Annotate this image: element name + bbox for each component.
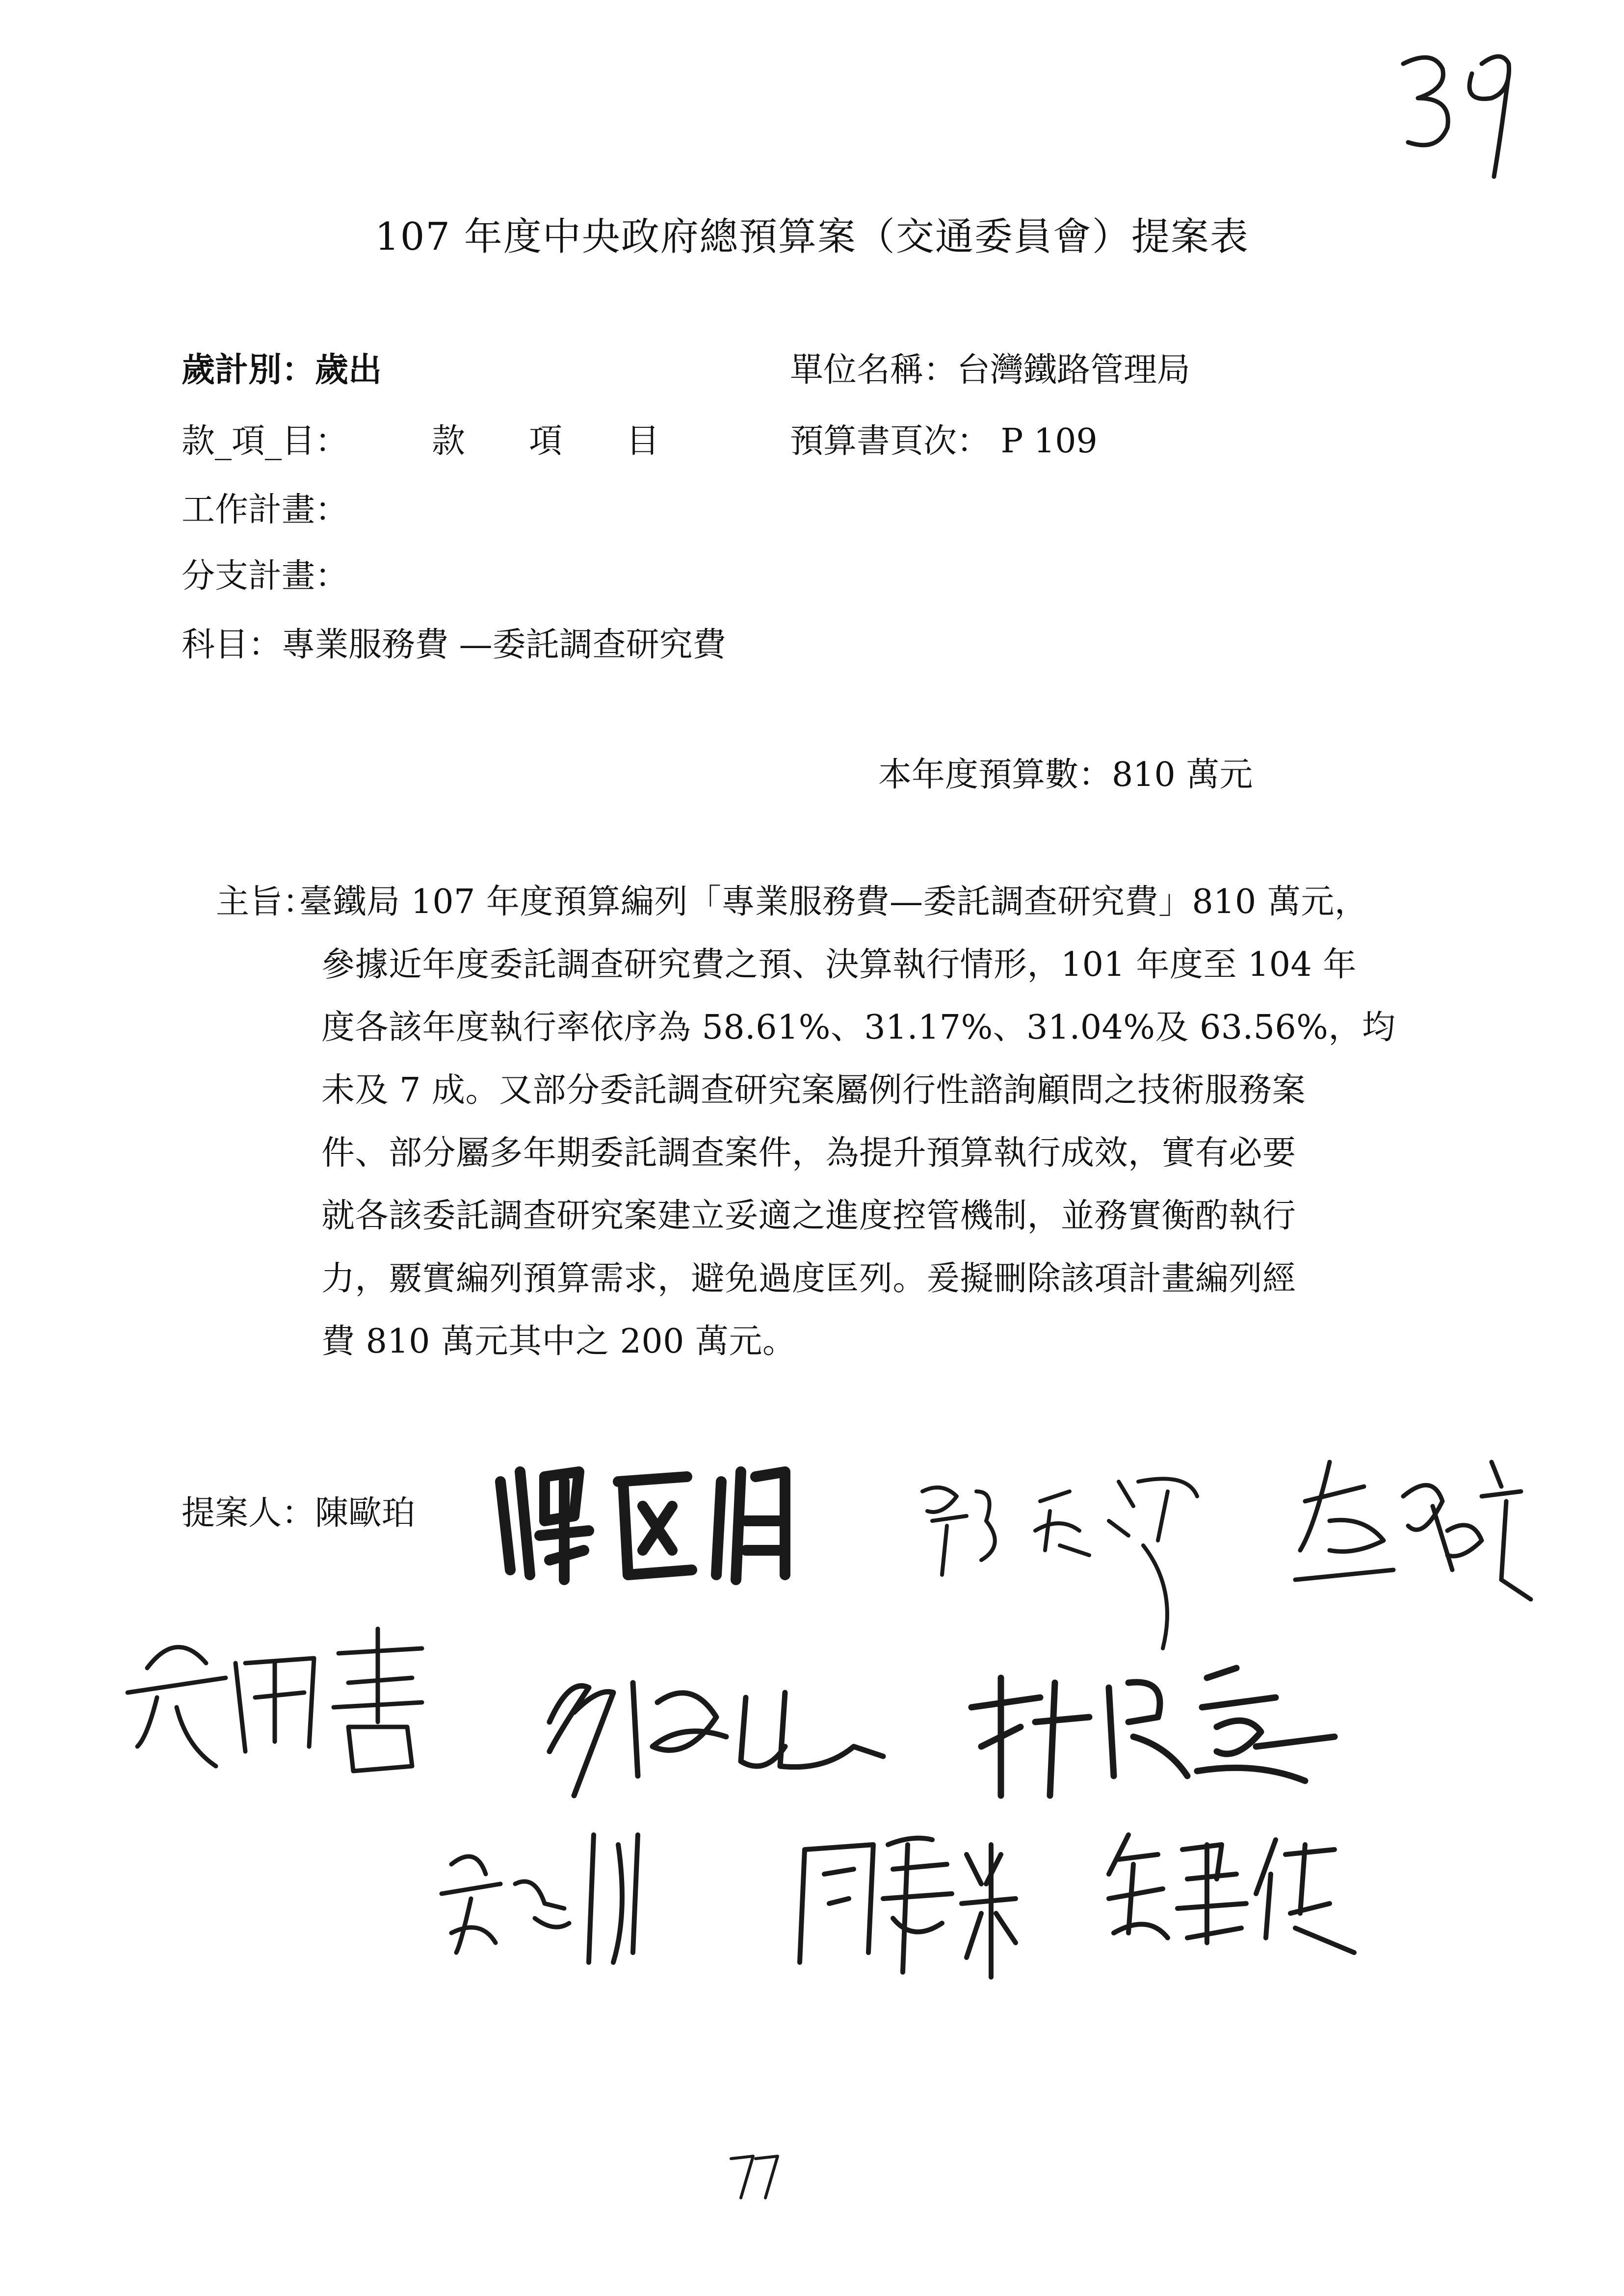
signature-8 — [785, 1815, 1021, 1982]
signature-1 — [491, 1452, 883, 1599]
item-values — [432, 415, 723, 462]
budget-book-page-label: 預算書頁次： P 109 — [790, 422, 1098, 461]
purpose-line: 就各該委託調查研究案建立妥適之進度控管機制，並務實衡酌執行 — [321, 1197, 1296, 1235]
purpose-line: 度各該年度執行率依序為 58.61%、31.17%、31.04%及 63.56%，均 — [321, 1008, 1396, 1047]
purpose-line: 臺鐵局 107 年度預算編列「專業服務費—委託調查研究費」810 萬元， — [299, 883, 1368, 921]
purpose-line: 參據近年度委託調查研究費之預、決算執行情形，101 年度至 104 年 — [321, 945, 1357, 984]
document-title: 107 年度中央政府總預算案（交通委員會）提案表 — [375, 215, 1249, 259]
signature-2 — [913, 1462, 1266, 1658]
unit-name-label: 單位名稱：台灣鐵路管理局 — [790, 351, 1191, 390]
sub-plan-label: 分支計畫： — [182, 557, 349, 596]
work-plan-label: 工作計畫： — [182, 491, 349, 529]
signature-3 — [1285, 1442, 1541, 1629]
footer-handwritten-number — [726, 2149, 785, 2203]
purpose-lead: 主旨： — [216, 883, 316, 921]
item-label: 款_項_目： — [182, 422, 349, 461]
signature-6 — [962, 1648, 1354, 1805]
item-value-kuan: 款 — [432, 422, 466, 461]
handwritten-page-number — [1388, 44, 1536, 191]
signature-5 — [530, 1648, 903, 1815]
purpose-body — [299, 871, 1521, 1373]
budget-type-label: 歲計別：歲出 — [182, 350, 382, 390]
purpose-line: 費 810 萬元其中之 200 萬元。 — [321, 1322, 796, 1361]
signature-7 — [432, 1815, 687, 1972]
purpose-line: 件、部分屬多年期委託調查案件，為提升預算執行成效，實有必要 — [321, 1134, 1296, 1173]
purpose-line: 力，覈實編列預算需求，避免過度匡列。爰擬刪除該項計畫編列經 — [321, 1259, 1296, 1298]
item-value-xiang: 項 — [529, 422, 563, 461]
purpose-line: 未及 7 成。又部分委託調查研究案屬例行性諮詢顧問之技術服務案 — [321, 1071, 1306, 1110]
signature-4 — [118, 1609, 442, 1796]
signature-9 — [1099, 1815, 1374, 1962]
subject-label: 科目：專業服務費 —委託調查研究費 — [182, 626, 726, 664]
item-value-mu: 目 — [626, 422, 660, 461]
proposer-label: 提案人：陳歐珀 — [182, 1494, 416, 1533]
budget-total: 本年度預算數：810 萬元 — [878, 756, 1253, 794]
